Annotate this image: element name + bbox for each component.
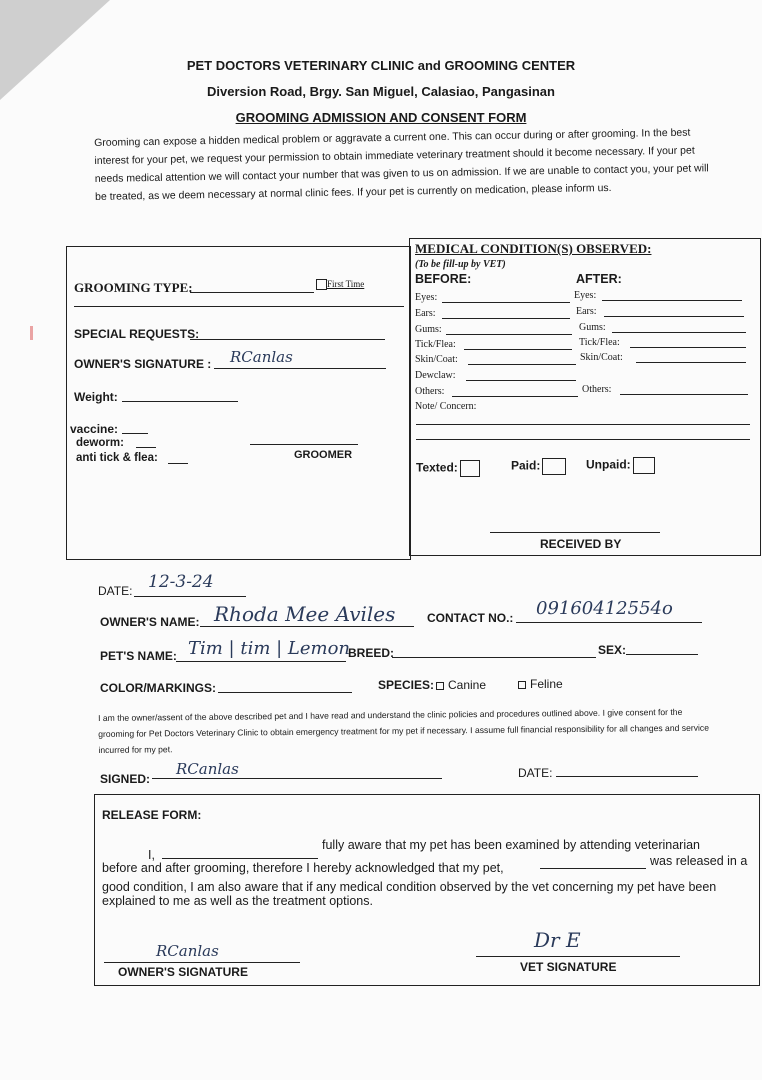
form-title: GROOMING ADMISSION AND CONSENT FORM xyxy=(235,110,527,125)
breed-label: BREED: xyxy=(348,646,395,660)
signed-date-label: DATE: xyxy=(518,766,553,780)
before-skincoat: Skin/Coat: xyxy=(415,354,458,365)
before-label: BEFORE: xyxy=(415,272,472,286)
canine-option[interactable] xyxy=(436,678,486,692)
before-tickflea: Tick/Flea: xyxy=(415,339,456,350)
first-time-checkbox[interactable] xyxy=(316,279,364,290)
texted-label: Texted: xyxy=(416,460,458,475)
paid-label: Paid: xyxy=(511,458,541,473)
release-text-before: before and after grooming, therefore I hereby acknowledged that my pet, xyxy=(102,861,504,875)
weight-label: Weight: xyxy=(74,390,118,404)
before-gums: Gums: xyxy=(415,324,442,335)
pets-name-value: Tim | tim | Lemon xyxy=(188,638,351,659)
after-others: Others: xyxy=(582,384,612,395)
signed-label: SIGNED: xyxy=(100,772,151,786)
groomer-label: GROOMER xyxy=(294,449,353,461)
canine-label: Canine xyxy=(448,678,487,692)
special-requests-label: SPECIAL REQUESTS: xyxy=(74,327,200,341)
owners-signature-value: RCanlas xyxy=(230,348,293,366)
clinic-name: PET DOCTORS VETERINARY CLINIC and GROOMING CENTER xyxy=(186,58,576,73)
consent-paragraph: I am the owner/assent of the above described pet and I have read and understand the clinic policies and procedures outlined above. I give consent for the grooming for Pet Doctors Veterinary Clinic to obtain emergency treatment for my pet if necessary. I assume full financial responsibility for all changes and service incurred for my pet. xyxy=(98,706,710,755)
contact-label: CONTACT NO.: xyxy=(427,611,514,625)
medical-subtitle: (To be fill-up by VET) xyxy=(415,259,506,270)
after-tickflea: Tick/Flea: xyxy=(579,337,620,348)
release-owner-signature: RCanlas xyxy=(156,942,219,960)
first-time-label: First Time xyxy=(327,279,365,289)
intro-paragraph: Grooming can expose a hidden medical problem or aggravate a current one. This can occur during or after grooming. In the best interest for your pet, we request your permission to obtain immediate veterinary treatment should it become necessary. If your pet needs medical attention we will contact your number that was given to us on admission. If we are unable to contact you, your pet will be treated, as we deem necessary at normal clinic fees. If your pet is currently on medication, please inform us. xyxy=(94,126,709,203)
release-text-aware: fully aware that my pet has been examined by attending veterinarian xyxy=(322,838,701,852)
vet-signature-value: Dr E xyxy=(534,928,581,952)
date-value: 12-3-24 xyxy=(148,572,214,592)
owners-signature-label: OWNER'S SIGNATURE : xyxy=(74,357,212,371)
note-concern-label: Note/ Concern: xyxy=(415,401,477,412)
release-text-released: was released in a xyxy=(650,854,748,868)
after-gums: Gums: xyxy=(579,322,606,333)
after-ears: Ears: xyxy=(576,306,597,317)
unpaid-label: Unpaid: xyxy=(586,457,631,472)
sex-label: SEX: xyxy=(598,643,627,657)
pets-name-label: PET'S NAME: xyxy=(100,649,177,663)
signed-value: RCanlas xyxy=(176,760,239,778)
deworm-label: deworm: xyxy=(76,437,124,449)
after-eyes: Eyes: xyxy=(574,290,597,301)
release-text-explained: explained to me as well as the treatment options. xyxy=(102,894,373,908)
before-ears: Ears: xyxy=(415,308,436,319)
before-dewclaw: Dewclaw: xyxy=(415,370,456,381)
owners-name-label: OWNER'S NAME: xyxy=(100,615,200,629)
release-title: RELEASE FORM: xyxy=(102,808,202,822)
texted-checkbox[interactable] xyxy=(416,460,480,477)
release-text-condition: good condition, I am also aware that if any medical condition observed by the vet concerning my pet have been xyxy=(102,880,717,894)
feline-label: Feline xyxy=(530,677,563,691)
color-markings-label: COLOR/MARKINGS: xyxy=(100,681,216,695)
species-label: SPECIES: xyxy=(378,678,435,692)
date-label: DATE: xyxy=(98,584,133,598)
after-label: AFTER: xyxy=(576,272,622,286)
anti-tick-label: anti tick & flea: xyxy=(76,452,158,464)
received-by-label: RECEIVED BY xyxy=(540,537,622,551)
paid-checkbox[interactable] xyxy=(511,458,566,475)
red-mark xyxy=(30,326,33,340)
owners-name-value: Rhoda Mee Aviles xyxy=(214,602,396,626)
contact-value: 09160412554o xyxy=(536,598,673,619)
release-text-i: I, xyxy=(148,848,155,862)
medical-title: MEDICAL CONDITION(S) OBSERVED: xyxy=(415,241,652,256)
grooming-type-label: GROOMING TYPE: xyxy=(74,280,193,295)
before-others: Others: xyxy=(415,386,445,397)
owner-signature-label: OWNER'S SIGNATURE xyxy=(118,965,248,979)
clinic-address: Diversion Road, Brgy. San Miguel, Calasiao, Pangasinan xyxy=(207,84,555,99)
feline-option[interactable] xyxy=(518,677,563,691)
after-skincoat: Skin/Coat: xyxy=(580,352,623,363)
unpaid-checkbox[interactable] xyxy=(586,457,655,474)
vaccine-label: vaccine: xyxy=(70,422,119,436)
vet-signature-label: VET SIGNATURE xyxy=(520,960,617,974)
before-eyes: Eyes: xyxy=(415,292,438,303)
